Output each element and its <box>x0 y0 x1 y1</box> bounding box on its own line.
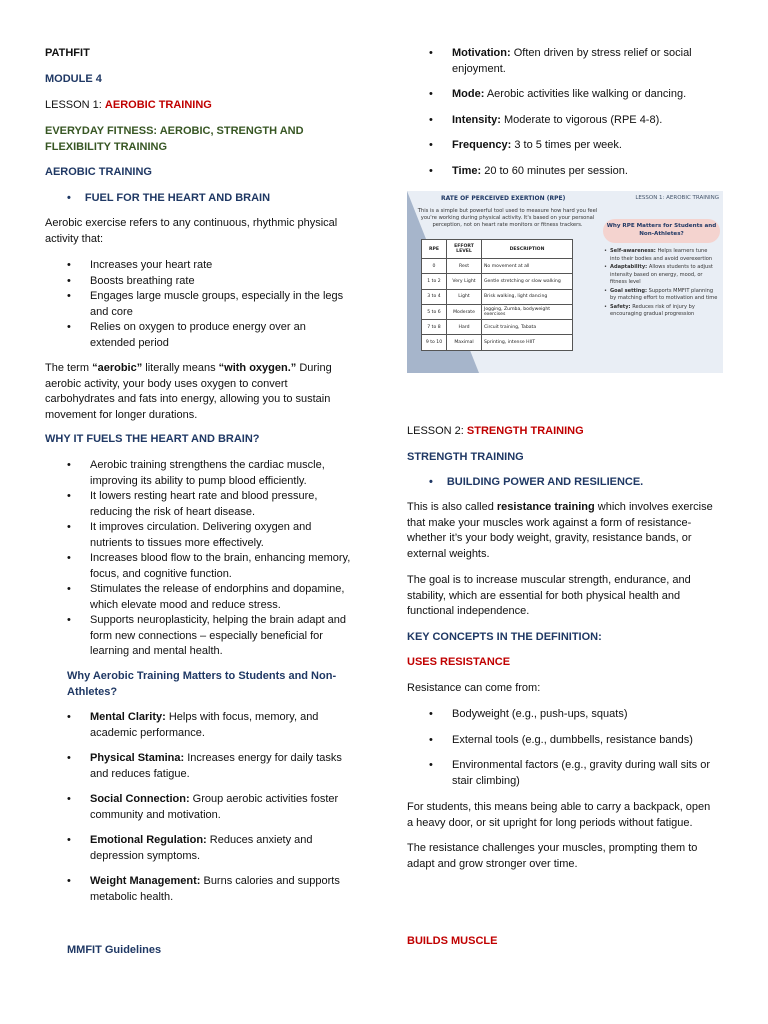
list-item-term: Physical Stamina: <box>90 752 185 764</box>
list-item <box>67 710 370 741</box>
bullet-icon: • <box>67 274 71 287</box>
list-item <box>67 289 370 320</box>
list-item-term: Goal setting: <box>610 287 648 294</box>
list-item <box>67 258 370 274</box>
bullet-icon: • <box>67 834 71 846</box>
lesson2-title: STRENGTH TRAINING <box>466 425 584 437</box>
table-row <box>422 289 573 304</box>
lesson2-heading <box>407 424 584 440</box>
list-item <box>604 304 718 319</box>
list-item-text: Increases blood flow to the brain, enhancing memory, <box>90 552 351 564</box>
table-cell: Gentle stretching or slow walking <box>482 274 573 289</box>
lesson1-prefix: LESSON 1: <box>45 99 105 111</box>
list-item <box>67 833 370 864</box>
list-item-term: Social Connection: <box>90 793 190 805</box>
list-item-text: Group aerobic activities foster <box>189 793 339 805</box>
rpe-description: This is a simple but powerful tool used to measure how hard you feel you're working during physical activity. It's based on your personal perception, not on heart rate monitors or fitness trackers. <box>417 208 598 228</box>
list-item-text: Helps with focus, memory, and <box>165 711 319 723</box>
table-cell: Rest <box>447 259 482 274</box>
table-row <box>422 274 573 289</box>
banner-line: Why RPE Matters for Students and <box>606 223 717 229</box>
everyday-fitness-heading <box>45 124 304 155</box>
text-line: carbohydrates and fats into energy, allowing you to sustain <box>45 393 331 405</box>
bullet-icon: • <box>67 490 71 502</box>
text-line: The resistance challenges your muscles, prompting them to <box>407 842 698 854</box>
module-label: MODULE 4 <box>45 73 102 85</box>
bullet-icon: • <box>429 139 433 151</box>
list-item-text: Environmental factors (e.g., gravity during wall sits or <box>452 759 710 771</box>
bullet-icon: • <box>67 259 71 271</box>
bullet-icon: • <box>604 287 608 294</box>
goal-paragraph <box>407 573 691 620</box>
why-matters-list <box>67 710 370 905</box>
list-item-text: Increases energy for daily tasks <box>184 752 342 764</box>
list-item-text: Reduces anxiety and <box>206 834 313 846</box>
list-item-term: Emotional Regulation: <box>90 834 207 846</box>
table-cell: Moderate <box>447 304 482 319</box>
list-item-text: Supports MMFIT planning by matching effort to motivation and time <box>610 287 718 301</box>
table-cell: 0 <box>422 259 447 274</box>
why-fuels-heading: WHY IT FUELS THE HEART AND BRAIN? <box>45 433 260 445</box>
table-cell: Very Light <box>447 274 482 289</box>
list-item <box>67 613 375 660</box>
list-item <box>429 46 737 77</box>
text-line: adapt and grow stronger over time. <box>407 857 578 870</box>
bullet-icon: • <box>429 113 433 126</box>
table-header: DESCRIPTION <box>482 240 573 259</box>
list-item-text: nutrients to tissues more effectively. <box>90 536 264 549</box>
list-item <box>67 582 375 613</box>
strength-heading: STRENGTH TRAINING <box>407 451 524 463</box>
table-cell: 3 to 4 <box>422 289 447 304</box>
list-item-text: Relies on oxygen to produce energy over an <box>90 321 306 333</box>
text-line: functional independence. <box>407 605 530 617</box>
intro-line2: activity that: <box>45 232 104 245</box>
intro-paragraph <box>45 216 337 247</box>
list-item-term: Self-awareness: <box>610 248 656 254</box>
table-header: EFFORT LEVEL <box>447 240 482 259</box>
course-title: PATHFIT <box>45 47 90 59</box>
text-run: literally means <box>142 362 219 374</box>
bullet-icon: • <box>604 303 608 310</box>
text-line: The goal is to increase muscular strength, endurance, and <box>407 574 691 586</box>
rpe-title: RATE OF PERCEIVED EXERTION (RPE) <box>441 195 566 202</box>
bullet-icon: • <box>429 47 433 59</box>
bullet-icon: • <box>67 875 71 887</box>
list-item-text: community and motivation. <box>90 808 221 821</box>
table-row <box>422 304 573 319</box>
list-item-text: learning and mental health. <box>90 645 223 657</box>
table-cell: 7 to 8 <box>422 320 447 335</box>
list-item <box>67 458 375 489</box>
list-item <box>604 248 718 263</box>
list-item <box>604 288 718 303</box>
list-item-text: and core <box>90 305 133 318</box>
list-item <box>429 758 742 789</box>
resistance-paragraph <box>407 500 713 562</box>
text-line: external weights. <box>407 547 490 560</box>
why-matters-heading <box>67 669 336 700</box>
text-line: that make your muscles work against a form of resistance- <box>407 516 692 529</box>
list-item-term: Time: <box>452 164 482 177</box>
list-item <box>429 87 737 103</box>
fitt-list <box>429 46 737 179</box>
list-item-text: Bodyweight (e.g., push-ups, squats) <box>452 708 628 720</box>
list-item <box>67 874 370 905</box>
bullet-icon: • <box>604 248 608 254</box>
list-item-text: academic performance. <box>90 726 205 739</box>
list-item-text: Moderate to vigorous (RPE 4-8). <box>500 113 663 126</box>
bullet-icon: • <box>67 793 71 805</box>
list-item-text: metabolic health. <box>90 890 174 903</box>
rpe-benefits-list <box>604 248 718 320</box>
table-header: RPE <box>422 240 447 259</box>
key-concepts-heading: KEY CONCEPTS IN THE DEFINITION: <box>407 631 602 643</box>
bullet-icon: • <box>67 552 71 564</box>
table-cell: 5 to 6 <box>422 304 447 319</box>
table-header-row <box>422 240 573 259</box>
list-item-term: Mode: <box>452 88 485 100</box>
why-fuels-list <box>67 458 375 660</box>
list-item <box>429 707 742 723</box>
text-run: This is also called <box>407 501 497 513</box>
text-run: which involves exercise <box>594 501 713 513</box>
list-item-text: reducing the risk of heart disease. <box>90 505 256 518</box>
bullet-icon: • <box>429 476 433 488</box>
text-line: aerobic activity, your body uses oxygen to convert <box>45 377 288 390</box>
building-heading <box>429 475 643 491</box>
heading-line: Athletes? <box>67 685 118 698</box>
table-cell: Maximal <box>447 335 482 350</box>
text-run: The term <box>45 362 93 374</box>
list-item-text: improving its ability to pump blood efficiently. <box>90 474 307 487</box>
aerobic-term-paragraph <box>45 361 332 423</box>
bullet-icon: • <box>67 521 71 533</box>
fuel-heading-text: FUEL FOR THE HEART AND BRAIN <box>84 192 271 204</box>
list-item-text: Allows students to adjust intensity based on energy, mood, or fitness level <box>610 264 713 285</box>
text-line: whether it’s your body weight, gravity, resistance bands, or <box>407 532 692 544</box>
list-item-text: Increases your heart rate <box>90 259 213 271</box>
list-item <box>67 551 375 582</box>
list-item-text: 3 to 5 times per week. <box>511 139 622 151</box>
list-item-text: form new connections – especially beneficial for <box>90 629 323 642</box>
text-line: a heavy door, or sit upright for long periods without fatigue. <box>407 816 693 829</box>
aerobic-heading: AEROBIC TRAINING <box>45 166 152 178</box>
building-heading-text: BUILDING POWER AND RESILIENCE. <box>446 476 644 488</box>
list-item <box>67 489 375 520</box>
bullet-icon: • <box>67 583 71 595</box>
builds-muscle-heading: BUILDS MUSCLE <box>407 935 498 947</box>
list-item <box>67 792 370 823</box>
table-cell: 9 to 10 <box>422 335 447 350</box>
list-item-term: Intensity: <box>452 113 501 126</box>
list-item-term: Frequency: <box>452 139 512 151</box>
list-item-text: focus, and cognitive function. <box>90 567 232 580</box>
text-line: stability, which are essential for both physical health and <box>407 589 681 602</box>
list-item-text: and reduces fatigue. <box>90 767 190 780</box>
table-row <box>422 259 573 274</box>
list-item-text: enjoyment. <box>452 62 506 75</box>
list-item-text: extended period <box>90 336 169 349</box>
lesson2-prefix: LESSON 2: <box>407 425 467 437</box>
bullet-icon: • <box>67 321 71 333</box>
bullet-icon: • <box>67 752 71 764</box>
list-item-text: Engages large muscle groups, especially in the legs <box>90 290 344 302</box>
table-cell: Light <box>447 289 482 304</box>
everyday-line2: FLEXIBILITY TRAINING <box>45 140 168 153</box>
bullet-icon: • <box>429 733 433 746</box>
resistance-list <box>429 707 742 789</box>
bullet-icon: • <box>429 164 433 177</box>
challenge-paragraph <box>407 841 697 872</box>
bullet-icon: • <box>67 614 71 626</box>
students-paragraph <box>407 800 710 831</box>
list-item-text: It lowers resting heart rate and blood pressure, <box>90 490 318 502</box>
list-item-term: Mental Clarity: <box>90 711 166 723</box>
rpe-lesson-tag: LESSON 1: AEROBIC TRAINING <box>635 195 719 201</box>
text-run: During <box>296 362 332 374</box>
table-cell: No movement at all <box>482 259 573 274</box>
table-cell: Brisk walking, light dancing <box>482 289 573 304</box>
bullet-icon: • <box>67 711 71 723</box>
everyday-line1: EVERYDAY FITNESS: AEROBIC, STRENGTH AND <box>45 125 304 137</box>
list-item-text: Helps learners tune into their bodies and avoid overexertion <box>610 248 713 262</box>
list-item-term: Weight Management: <box>90 875 201 887</box>
table-cell: Jogging, Zumba, bodyweight exercises <box>482 304 573 319</box>
table-row <box>422 320 573 335</box>
list-item <box>429 164 737 180</box>
list-item <box>429 733 742 749</box>
list-item-term: Safety: <box>610 303 631 310</box>
uses-resistance-heading: USES RESISTANCE <box>407 656 511 668</box>
mmfit-guidelines-heading: MMFIT Guidelines <box>67 944 162 956</box>
list-item <box>604 264 718 287</box>
table-cell: Circuit training, Tabata <box>482 320 573 335</box>
fuel-heading <box>67 191 270 207</box>
text-run-bold: “aerobic” <box>92 362 143 374</box>
list-item-text: depression symptoms. <box>90 849 201 862</box>
list-item <box>429 113 737 129</box>
list-item-text: Aerobic activities like walking or dancing. <box>484 88 687 100</box>
bullet-icon: • <box>429 88 433 100</box>
list-item <box>67 751 370 782</box>
list-item-text: Stimulates the release of endorphins and dopamine, <box>90 583 345 595</box>
bullet-icon: • <box>429 708 433 720</box>
activity-list <box>67 258 370 351</box>
table-row <box>422 335 573 350</box>
list-item-text: Burns calories and supports <box>200 875 340 887</box>
lesson1-heading <box>45 98 212 114</box>
table-cell: Hard <box>447 320 482 335</box>
banner-line: Non-Athletes? <box>639 231 684 237</box>
bullet-icon: • <box>67 290 71 302</box>
list-item-term: Adaptability: <box>610 264 648 270</box>
rpe-table <box>421 239 573 351</box>
list-item-text: 20 to 60 minutes per session. <box>481 164 628 177</box>
text-line: For students, this means being able to carry a backpack, open <box>407 801 711 813</box>
bullet-icon: • <box>67 192 71 204</box>
list-item-text: It improves circulation. Delivering oxygen and <box>90 521 312 533</box>
list-item-text: stair climbing) <box>452 774 520 787</box>
list-item <box>67 274 370 290</box>
rpe-why-title <box>603 222 720 238</box>
list-item-text: Often driven by stress relief or social <box>510 47 692 59</box>
text-line: movement for longer durations. <box>45 408 198 421</box>
list-item-text: Boosts breathing rate <box>90 274 195 287</box>
table-cell: 1 to 2 <box>422 274 447 289</box>
list-item-text: Supports neuroplasticity, helping the brain adapt and <box>90 614 347 626</box>
list-item <box>67 520 375 551</box>
list-item <box>429 138 737 154</box>
list-item-text: Aerobic training strengthens the cardiac muscle, <box>90 459 325 471</box>
text-run-bold: resistance training <box>496 501 595 513</box>
heading-line: Why Aerobic Training Matters to Students and Non- <box>67 670 337 682</box>
list-item-text: External tools (e.g., dumbbells, resistance bands) <box>452 733 693 746</box>
bullet-icon: • <box>429 759 433 771</box>
lesson1-title: AEROBIC TRAINING <box>104 99 212 111</box>
bullet-icon: • <box>604 264 608 270</box>
text-run-bold: “with oxygen.” <box>218 362 297 374</box>
rpe-infographic <box>407 191 723 373</box>
bullet-icon: • <box>67 459 71 471</box>
list-item-term: Motivation: <box>452 47 511 59</box>
intro-line1: Aerobic exercise refers to any continuous, rhythmic physical <box>45 217 338 229</box>
list-item-text: Reduces risk of injury by encouraging gradual progression <box>610 303 695 317</box>
resistance-from: Resistance can come from: <box>407 682 541 694</box>
table-cell: Sprinting, intense HIIT <box>482 335 573 350</box>
list-item <box>67 320 370 351</box>
list-item-text: which elevate mood and reduce stress. <box>90 598 281 611</box>
